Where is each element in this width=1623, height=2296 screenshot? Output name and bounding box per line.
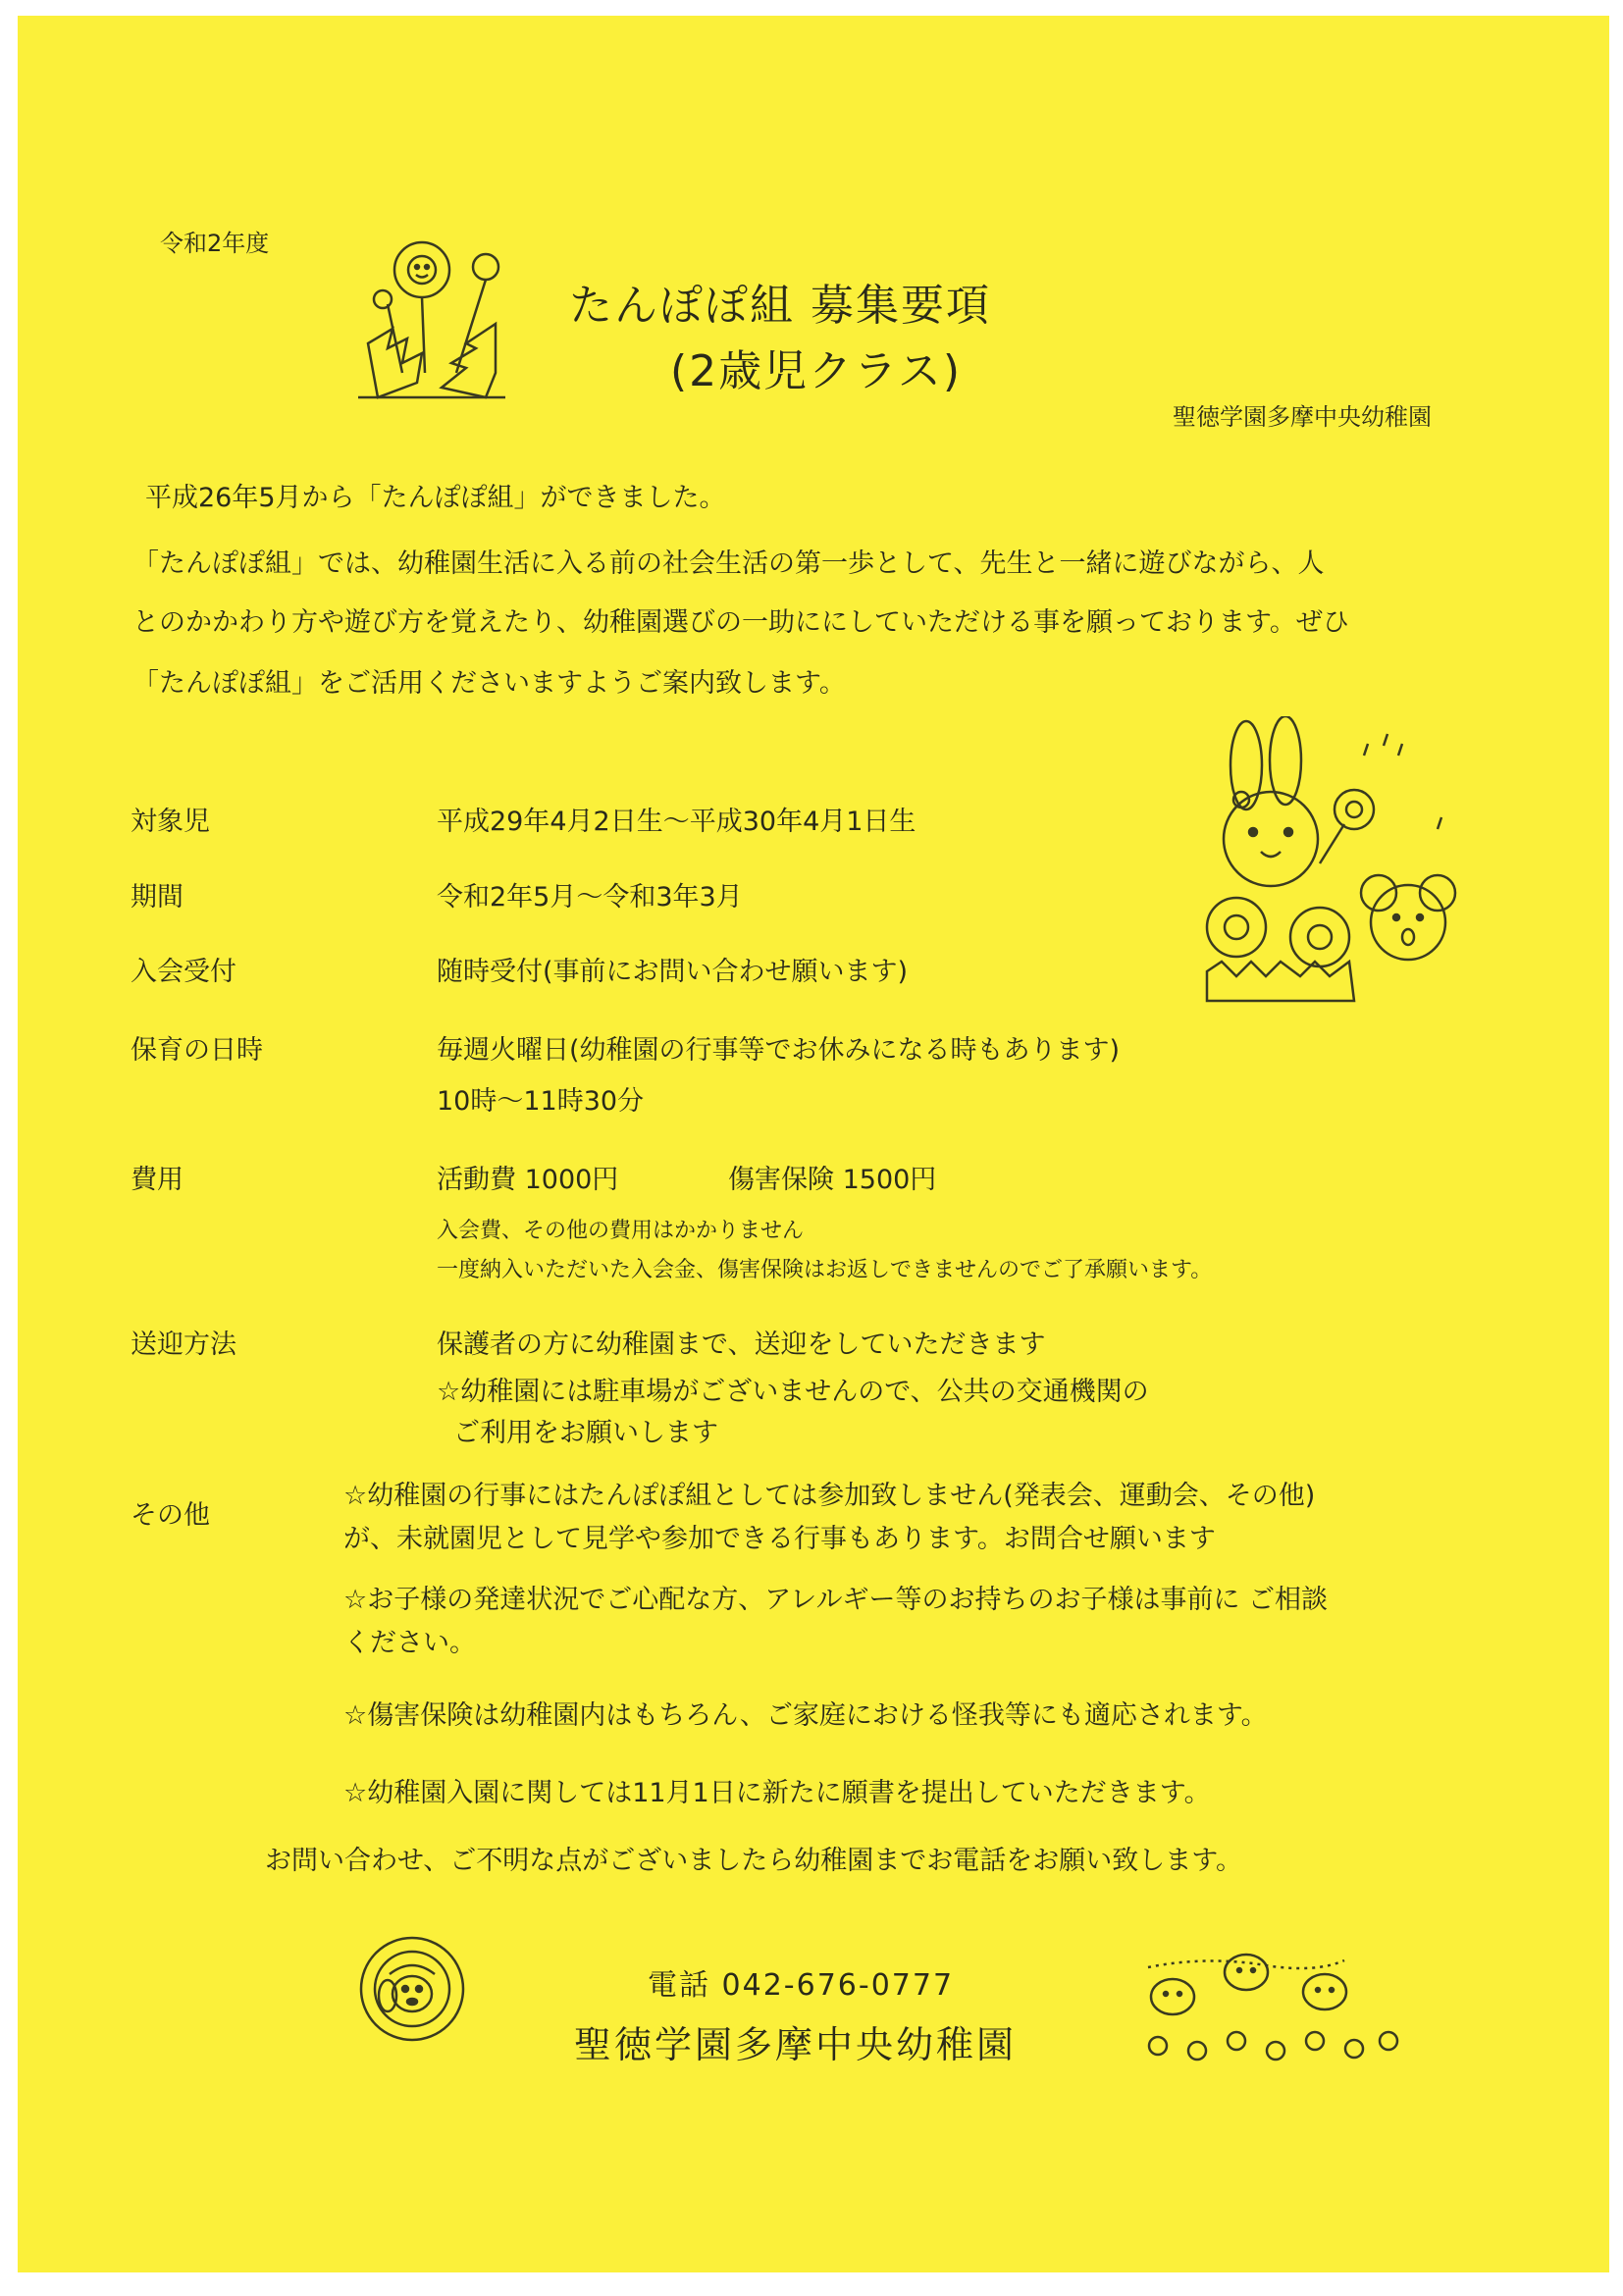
target-value: 平成29年4月2日生～平成30年4月1日生 — [437, 807, 916, 837]
period-value: 令和2年5月～令和3年3月 — [437, 882, 743, 913]
note-2-line-2: ください。 — [343, 1628, 476, 1658]
admission-label: 入会受付 — [131, 957, 236, 987]
page-subtitle: (2歳児クラス) — [670, 346, 963, 396]
fee-insurance: 傷害保険 1500円 — [728, 1165, 937, 1195]
fee-note-1: 入会費、その他の費用はかかりません — [437, 1219, 805, 1243]
organization-name: 聖徳学園多摩中央幼稚園 — [1173, 403, 1432, 431]
schedule-label: 保育の日時 — [131, 1035, 263, 1066]
note-3: ☆傷害保険は幼稚園内はもちろん、ご家庭における怪我等にも適応されます。 — [343, 1700, 1268, 1731]
transport-label: 送迎方法 — [131, 1330, 236, 1360]
intro-line-1: 平成26年5月から「たんぽぽ組」ができました。 — [145, 483, 726, 513]
intro-line-4: 「たんぽぽ組」をご活用くださいますようご案内致します。 — [132, 668, 846, 699]
schedule-value-days: 毎週火曜日(幼稚園の行事等でお休みになる時もあります) — [437, 1035, 1121, 1066]
bunny-mouse-illustration — [1192, 716, 1477, 1011]
note-1-line-1: ☆幼稚園の行事にはたんぽぽ組としては参加致しません(発表会、運動会、その他) — [343, 1481, 1316, 1511]
period-label: 期間 — [131, 882, 183, 913]
note-1-line-2: が、未就園児として見学や参加できる行事もあります。お問合せ願います — [343, 1524, 1216, 1554]
closing-message: お問い合わせ、ご不明な点がございましたら幼稚園までお電話をお願い致します。 — [265, 1846, 1243, 1876]
phone-number: 電話 042-676-0777 — [648, 1968, 955, 2003]
note-2-line-1: ☆お子様の発達状況でご心配な方、アレルギー等のお持ちのお子様は事前に ご相談 — [343, 1585, 1329, 1615]
fee-label: 費用 — [131, 1165, 183, 1195]
schedule-value-time: 10時～11時30分 — [437, 1086, 645, 1117]
note-4: ☆幼稚園入園に関しては11月1日に新たに願書を提出していただきます。 — [343, 1778, 1211, 1808]
other-label: その他 — [131, 1500, 210, 1531]
intro-line-2: 「たんぽぽ組」では、幼稚園生活に入る前の社会生活の第一歩として、先生と一緒に遊びながら、人 — [132, 548, 1325, 579]
transport-value-1: 保護者の方に幼稚園まで、送迎をしていただきます — [437, 1330, 1046, 1360]
footer-organization: 聖徳学園多摩中央幼稚園 — [574, 2023, 1018, 2066]
dandelion-illustration — [348, 226, 520, 412]
bees-flowers-illustration — [1128, 1943, 1423, 2070]
fee-activity: 活動費 1000円 — [437, 1165, 619, 1195]
intro-line-3: とのかかわり方や遊び方を覚えたり、幼稚園選びの一助ににしていただける事を願っております。ぜひ — [132, 607, 1349, 638]
fiscal-year: 令和2年度 — [160, 230, 270, 257]
transport-value-2: ☆幼稚園には駐車場がございませんので、公共の交通機関の — [437, 1377, 1149, 1407]
page-title: たんぽぽ組 募集要項 — [569, 281, 991, 331]
transport-value-3: ご利用をお願いします — [453, 1418, 718, 1448]
fee-note-2: 一度納入いただいた入会金、傷害保険はお返しできませんのでご了承願います。 — [437, 1258, 1213, 1282]
admission-value: 随時受付(事前にお問い合わせ願います) — [437, 957, 909, 987]
target-label: 対象児 — [131, 807, 210, 837]
kindergarten-dog-logo — [358, 1935, 466, 2043]
